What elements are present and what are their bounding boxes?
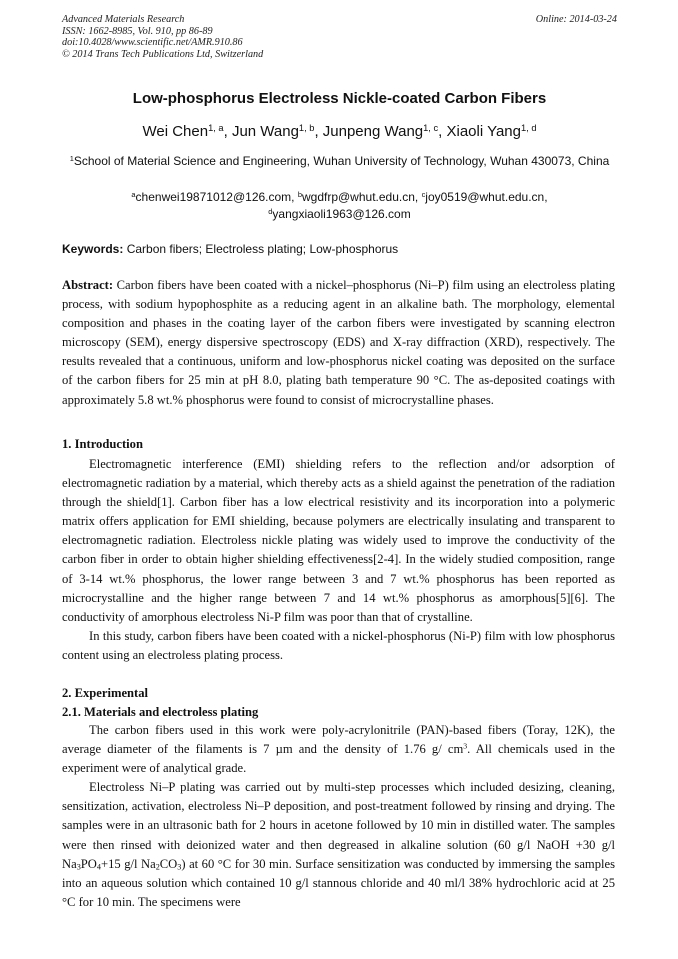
author-affil-mark: 1, a — [208, 122, 224, 133]
email-address: joy0519@whut.edu.cn — [425, 190, 545, 204]
author-name: Jun Wang — [231, 123, 299, 140]
exp-text: +15 g/l Na — [100, 856, 156, 871]
email-list: $^a$chenwei19871012@126.com, $^b$wgdfrp@whut.edu.cn, $^c$joy0519@whut.edu.cn, $^d$yangxiaoli1963@126.com — [131, 189, 548, 221]
abstract-text: Carbon fibers have been coated with a nickel–phosphorus (Ni–P) film using an electroless plating process, with sodium hypophosphite as a reducing agent in an alkaline bath. The morphology, elemental composition and phases in the coating layer of the carbon fibers were investigated by scanning electron microscopy (SEM), energy dispersive spectroscopy (EDS) and X-ray diffraction (XRD), respectively. The results revealed that a continuous, uniform and low-phosphorus nickel coating was deposited on the surface of the carbon fibers for 25 min at pH 8.0, plating bath temperature 90 °C. The as-deposited coatings with approximately 5.8 wt.% phosphorus were found to consist of microcrystalline phases. — [62, 278, 615, 407]
paper-title: Low-phosphorus Electroless Nickle-coated Carbon Fibers — [132, 90, 547, 107]
journal-name: Advanced Materials Research — [62, 14, 185, 25]
exp-text: PO — [80, 856, 97, 871]
exp-text: . All chemicals used in the experiment were of analytical grade. — [62, 742, 615, 776]
section-heading-introduction: 1. Introduction — [62, 437, 143, 451]
email-address: yangxiaoli1963@126.com — [272, 207, 411, 221]
exp-sup: 3 — [463, 741, 468, 751]
exp-text: CO — [159, 856, 178, 871]
keywords-text: Carbon fibers; Electroless plating; Low-phosphorus — [126, 242, 399, 256]
email-address: chenwei19871012@126.com — [135, 190, 292, 204]
intro-paragraph-2: In this study, carbon fibers have been coated with a nickel-phosphorus (Ni-P) film with low phosphorus content using an electroless plating process. — [62, 628, 615, 662]
exp-sub: 2 — [155, 862, 160, 872]
exp-sub: 4 — [96, 862, 101, 872]
introduction-body — [62, 455, 615, 665]
experimental-paragraph-2 — [62, 778, 615, 912]
email-address: wgdfrp@whut.edu.cn — [301, 190, 415, 204]
abstract — [62, 276, 615, 410]
exp-sub: 3 — [177, 862, 182, 872]
email-mark: d — [268, 206, 273, 216]
section-heading-experimental: 2. Experimental — [62, 686, 149, 700]
email-mark: b — [297, 189, 302, 199]
journal-issn: ISSN: 1662-8985, Vol. 910, pp 86-89 — [62, 25, 213, 37]
journal-copyright: © 2014 Trans Tech Publications Ltd, Switzerland — [62, 48, 264, 60]
author-affil-mark: 1, c — [423, 122, 439, 133]
experimental-body — [62, 721, 615, 912]
intro-paragraph-1: Electromagnetic interference (EMI) shielding refers to the reflection and/or adsorption of electromagnetic radiation by a material, which thereby acts as a shield against the penetration of the radiation through the shield[1]. Carbon fiber has a low electrical resistivity and its incorporation into a polymeric matrix offers application for EMI shielding, because polymers are electrically insulating and transparent to electromagnetic radiation. Electroless nickle plating was widely used to improve the conductivity of the carbon fiber in order to obtain higher shielding effectiveness[2-4]. In the widely studied composition, range of 3-14 wt.% phosphorus, the lower range between 3 and 7 wt.% phosphorus has been reported as microcrystalline and the higher range between 7 and 14 wt.% phosphorus as amorphous[5][6]. The conductivity of amorphous electroless Ni-P film was poor than that of crystalline. — [62, 457, 615, 624]
email-mark: a — [131, 189, 136, 199]
keywords-label: Keywords: — [62, 242, 124, 256]
author-affil-mark: 1, b — [298, 122, 315, 133]
author-list: Wei Chen$^{1, a}$, Jun Wang$^{1, b}$, Junpeng Wang$^{1, c}$, Xiaoli Yang$^{1, d}$ — [142, 122, 537, 140]
subsection-heading-materials: 2.1. Materials and electroless plating — [62, 705, 259, 719]
author-name: Junpeng Wang — [322, 123, 424, 140]
keywords — [62, 242, 617, 256]
affiliation-mark: 1 — [69, 153, 74, 163]
affiliation — [62, 152, 617, 171]
exp-text: ) at 60 °C for 30 min. Surface sensitization was conducted by immersing the samples into an aqueous solution which contained 10 g/l stannous chloride and 40 ml/l 38% hydrochloric acid at 25 °C for 10 min. The specimens were — [62, 856, 615, 909]
author-name: Xiaoli Yang — [446, 123, 521, 140]
author-affil-mark: 1, d — [521, 122, 537, 133]
experimental-paragraph-1 — [62, 721, 615, 778]
online-date: Online: 2014-03-24 — [535, 14, 617, 25]
affiliation-text: School of Material Science and Engineering, Wuhan University of Technology, Wuhan 430073, China — [73, 154, 610, 168]
email-mark: c — [421, 189, 426, 199]
exp-text: Electroless Ni–P plating was carried out by multi-step processes which included desizing, cleaning, sensitization, activation, electroless Ni–P deposition, and post-treatment followed by rinsing and drying. The samples were in an ultrasonic bath for 2 hours in acetone followed by 10 min in distilled water. The samples were then rinsed with deionized water and then degreased in alkaline solution (60 g/l NaOH +30 g/l Na — [62, 780, 615, 871]
journal-header — [62, 14, 617, 60]
journal-doi: doi:10.4028/www.scientific.net/AMR.910.86 — [62, 37, 243, 49]
abstract-label: Abstract: — [62, 278, 114, 292]
exp-text: The carbon fibers used in this work were poly-acrylonitrile (PAN)-based fibers (Toray, 12K), the average diameter of the filaments is 7 µm and the density of 1.76 g/ cm — [62, 723, 615, 757]
author-name: Wei Chen — [142, 123, 209, 140]
exp-sub: 3 — [76, 862, 81, 872]
